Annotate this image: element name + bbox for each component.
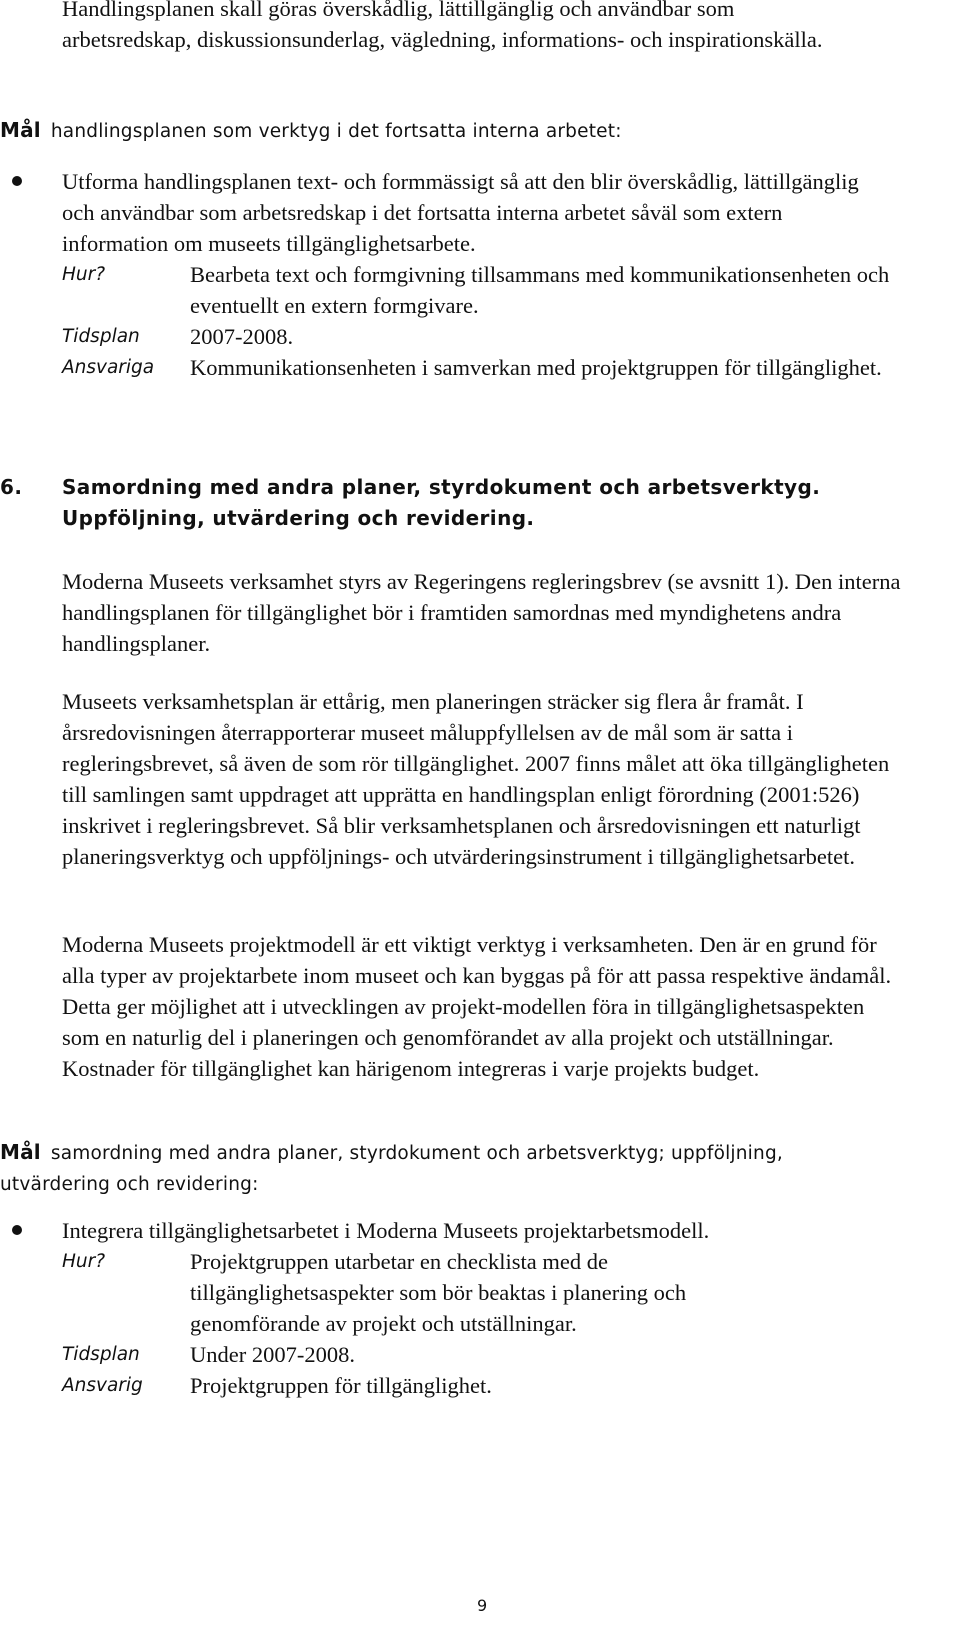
paragraph-2: Museets verksamhetsplan är ettårig, men planeringen sträcker sig flera år framåt. I årsredovisningen återrapporterar museet måluppfyllelsen av de mål som är satta i regleringsbrevet, så även de som rör tillgänglighet. 2007 finns målet att öka tillgängligheten till samlingen samt uppdraget att upprätta en handlingsplan enligt förordning (2001:526) inskrivet i regleringsbrevet. Så blir verksamhetsplanen och årsredovisningen ett naturligt planeringsverktyg och uppföljnings- och utvärderingsinstrument i tillgänglighetsarbetet. [62, 689, 890, 869]
goal-heading-2 [0, 1137, 880, 1200]
timeline-label: Tidsplan [62, 1344, 140, 1365]
goal2-bullet-text: Integrera tillgänglighetsarbetet i Moderna Museets projektarbetsmodell. [62, 1218, 710, 1243]
page-number: 9 [477, 1596, 488, 1615]
bullet-icon [12, 176, 22, 186]
how-value: Projektgruppen utarbetar en checklista med de tillgänglighetsaspekter som bör beaktas i planering och genomförande av projekt och utställningar. [190, 1249, 687, 1336]
goal1-responsible-row [62, 352, 942, 383]
goal1-time-row [62, 321, 942, 352]
responsible-label: Ansvarig [62, 1375, 143, 1396]
section-number: 6. [0, 475, 23, 499]
intro-paragraph: Handlingsplanen skall göras överskådlig, lättillgänglig och användbar som arbetsredskap, diskussionsunderlag, vägledning, informations- och inspirationskälla. [62, 0, 823, 52]
timeline-value: Under 2007-2008. [190, 1342, 355, 1367]
goal-heading-1 [0, 115, 900, 147]
goal-label: Mål [0, 118, 41, 142]
how-label: Hur? [62, 1251, 106, 1272]
timeline-label: Tidsplan [62, 326, 140, 347]
responsible-value: Projektgruppen för tillgänglighet. [190, 1373, 492, 1398]
goal1-bullet-text: Utforma handlingsplanen text- och formmässigt så att den blir överskådlig, lättillgänglig och användbar som arbetsredskap i det fortsatta interna arbetet såväl som extern information om museets tillgänglighetsarbete. [62, 169, 859, 256]
section-title-line-1: Samordning med andra planer, styrdokument och arbetsverktyg. [62, 475, 821, 499]
goal1-how-row [62, 259, 942, 321]
paragraph-1: Moderna Museets verksamhet styrs av Regeringens regleringsbrev (se avsnitt 1). Den interna handlingsplanen för tillgänglighet bör i framtiden samordnas med myndighetens andra handlingsplaner. [62, 569, 901, 656]
section-6-heading [0, 472, 920, 534]
goal2-time-row [62, 1339, 942, 1370]
how-value: Bearbeta text och formgivning tillsammans med kommunikationsenheten och eventuellt en extern formgivare. [190, 262, 890, 318]
how-label: Hur? [62, 264, 106, 285]
bullet-icon [12, 1225, 22, 1235]
goal2-how-row [62, 1246, 942, 1339]
section-title-line-2: Uppföljning, utvärdering och revidering. [62, 506, 535, 530]
timeline-value: 2007-2008. [190, 324, 294, 349]
goal-label: Mål [0, 1140, 41, 1164]
responsible-value: Kommunikationsenheten i samverkan med projektgruppen för tillgänglighet. [190, 355, 882, 380]
goal-text: handlingsplanen som verktyg i det fortsatta interna arbetet: [50, 121, 622, 142]
goal-text: samordning med andra planer, styrdokument och arbetsverktyg; uppföljning, utvärdering och revidering: [0, 1143, 783, 1195]
goal2-responsible-row [62, 1370, 942, 1401]
paragraph-3: Moderna Museets projektmodell är ett viktigt verktyg i verksamheten. Den är en grund för alla typer av projektarbete inom museet och kan byggas på för att passa respektive ändamål. Detta ger möjlighet att i utvecklingen av projekt-modellen föra in tillgänglighetsaspekten som en naturlig del i planeringen och genomförandet av alla projekt och utställningar. Kostnader för tillgänglighet kan härigenom integreras i varje projekts budget. [62, 932, 892, 1081]
responsible-label: Ansvariga [62, 357, 155, 378]
